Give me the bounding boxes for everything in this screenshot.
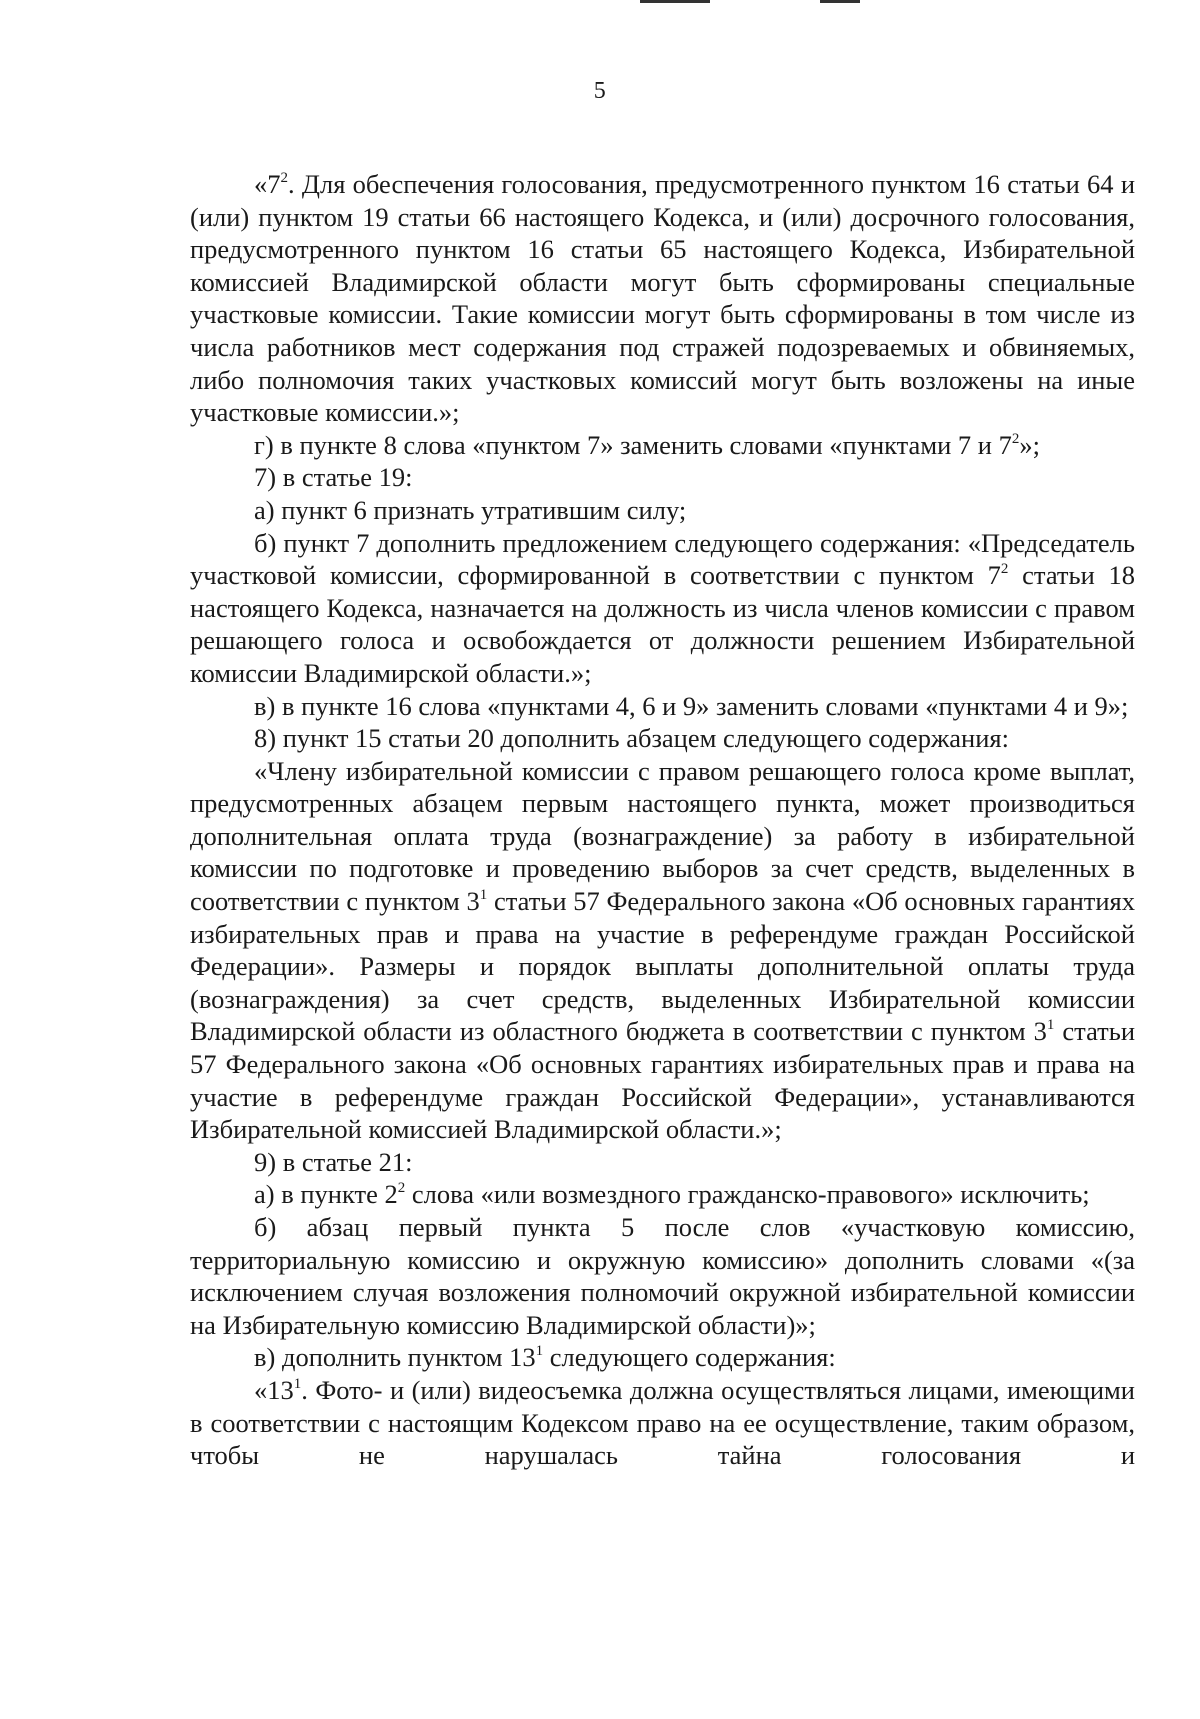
paragraph: [190, 722, 1135, 755]
paragraph-text: 8) пункт 15 статьи 20 дополнить абзацем следующего содержания:: [254, 723, 1009, 754]
paragraph: [190, 494, 1135, 527]
paragraph: [190, 429, 1135, 462]
paragraph-text: 7) в статье 19:: [254, 462, 413, 493]
superscript: 1: [535, 1343, 544, 1360]
paragraph-text: в) в пункте 16 слова «пунктами 4, 6 и 9» заменить словами «пунктами 4 и 9»;: [254, 690, 1129, 721]
paragraph-text: . Фото- и (или) видеосъемка должна осуществляться лицами, имеющими в соответствии с настоящим Кодексом право на ее осуществление, таким образом, чтобы не нарушалась тайна голосования и: [190, 1374, 1135, 1471]
paragraph-text: . Для обеспечения голосования, предусмотренного пунктом 16 статьи 64 и (или) пунктом 19 статьи 66 настоящего Кодекса, и (или) досрочного голосования, предусмотренного пунктом 16 статьи 65 настоящего Кодекса, Избирательной комиссией Владимирской области могут быть сформированы специальные участковые комиссии. Такие комиссии могут быть сформированы в том числе из числа работников мест содержания под стражей подозреваемых и обвиняемых, либо полномочия таких участковых комиссий могут быть возложены на иные участковые комиссии.»;: [190, 169, 1135, 428]
paragraph: [190, 1178, 1135, 1211]
superscript: 1: [1046, 1017, 1055, 1034]
paragraph: [190, 461, 1135, 494]
superscript: 1: [293, 1375, 302, 1392]
superscript: 2: [1000, 561, 1009, 578]
paragraph-text: 9) в статье 21:: [254, 1146, 413, 1177]
paragraph: [190, 1146, 1135, 1179]
paragraph-text: «13: [254, 1374, 294, 1405]
document-body: [190, 168, 1135, 1472]
paragraph-text: статьи 18 настоящего Кодекса, назначается на должность из числа членов комиссии с правом решающего голоса и освобождается от должности решением Избирательной комиссии Владимирской области.»;: [190, 560, 1136, 688]
superscript: 1: [479, 887, 488, 904]
paragraph-text: «7: [254, 169, 281, 199]
paragraph-text: б) пункт 7 дополнить предложением следующего содержания: «Председатель участковой комиссии, сформированной в соответствии с пунктом 7: [190, 527, 1135, 591]
paragraph: [190, 1374, 1135, 1472]
superscript: 2: [397, 1180, 406, 1197]
paragraph-text: следующего содержания:: [543, 1342, 836, 1373]
page-number: 5: [593, 78, 607, 104]
paragraph-text: а) пункт 6 признать утратившим силу;: [254, 494, 687, 525]
scan-artifact: [820, 0, 860, 3]
paragraph-text: «Члену избирательной комиссии с правом решающего голоса кроме выплат, предусмотренных абзацем первым настоящего пункта, может производиться дополнительная оплата труда (вознаграждение) за работу в избирательной комиссии по подготовке и проведению выборов за счет средств, выделенных в соответствии с пунктом 3: [190, 755, 1135, 917]
paragraph-text: статьи 57 Федерального закона «Об основных гарантиях избирательных прав и права на участие в референдуме граждан Российской Федерации», устанавливаются Избирательной комиссией Владимирской области.»;: [190, 1016, 1135, 1145]
paragraph-text: б) абзац первый пункта 5 после слов «участковую комиссию, территориальную комиссию и окружную комиссию» дополнить словами «(за исключением случая возложения полномочий окружной избирательной комиссии на Избирательную комиссию Владимирской области)»;: [190, 1212, 1135, 1340]
paragraph-text: а) в пункте 2: [254, 1179, 398, 1210]
paragraph: [190, 1211, 1135, 1341]
paragraph: [190, 755, 1135, 1146]
paragraph: [190, 1341, 1135, 1374]
paragraph: [190, 527, 1135, 690]
superscript: 2: [1011, 430, 1020, 447]
paragraph-text: в) дополнить пунктом 13: [254, 1342, 536, 1373]
paragraph-text: статьи 57 Федерального закона «Об основных гарантиях избирательных прав и права на участие в референдуме граждан Российской Федерации». Размеры и порядок выплаты дополнительной оплаты труда (вознаграждения) за счет средств, выделенных Избирательной комиссии Владимирской области из областного бюджета в соответствии с пунктом 3: [190, 886, 1135, 1047]
paragraph-text: слова «или возмездного гражданско-правового» исключить;: [405, 1179, 1090, 1210]
paragraph: [190, 168, 1135, 429]
paragraph-text: г) в пункте 8 слова «пунктом 7» заменить словами «пунктами 7 и 7: [254, 429, 1012, 460]
paragraph-text: »;: [1019, 429, 1040, 460]
superscript: 2: [280, 170, 288, 186]
paragraph: [190, 690, 1135, 723]
scan-artifact: [640, 0, 710, 3]
